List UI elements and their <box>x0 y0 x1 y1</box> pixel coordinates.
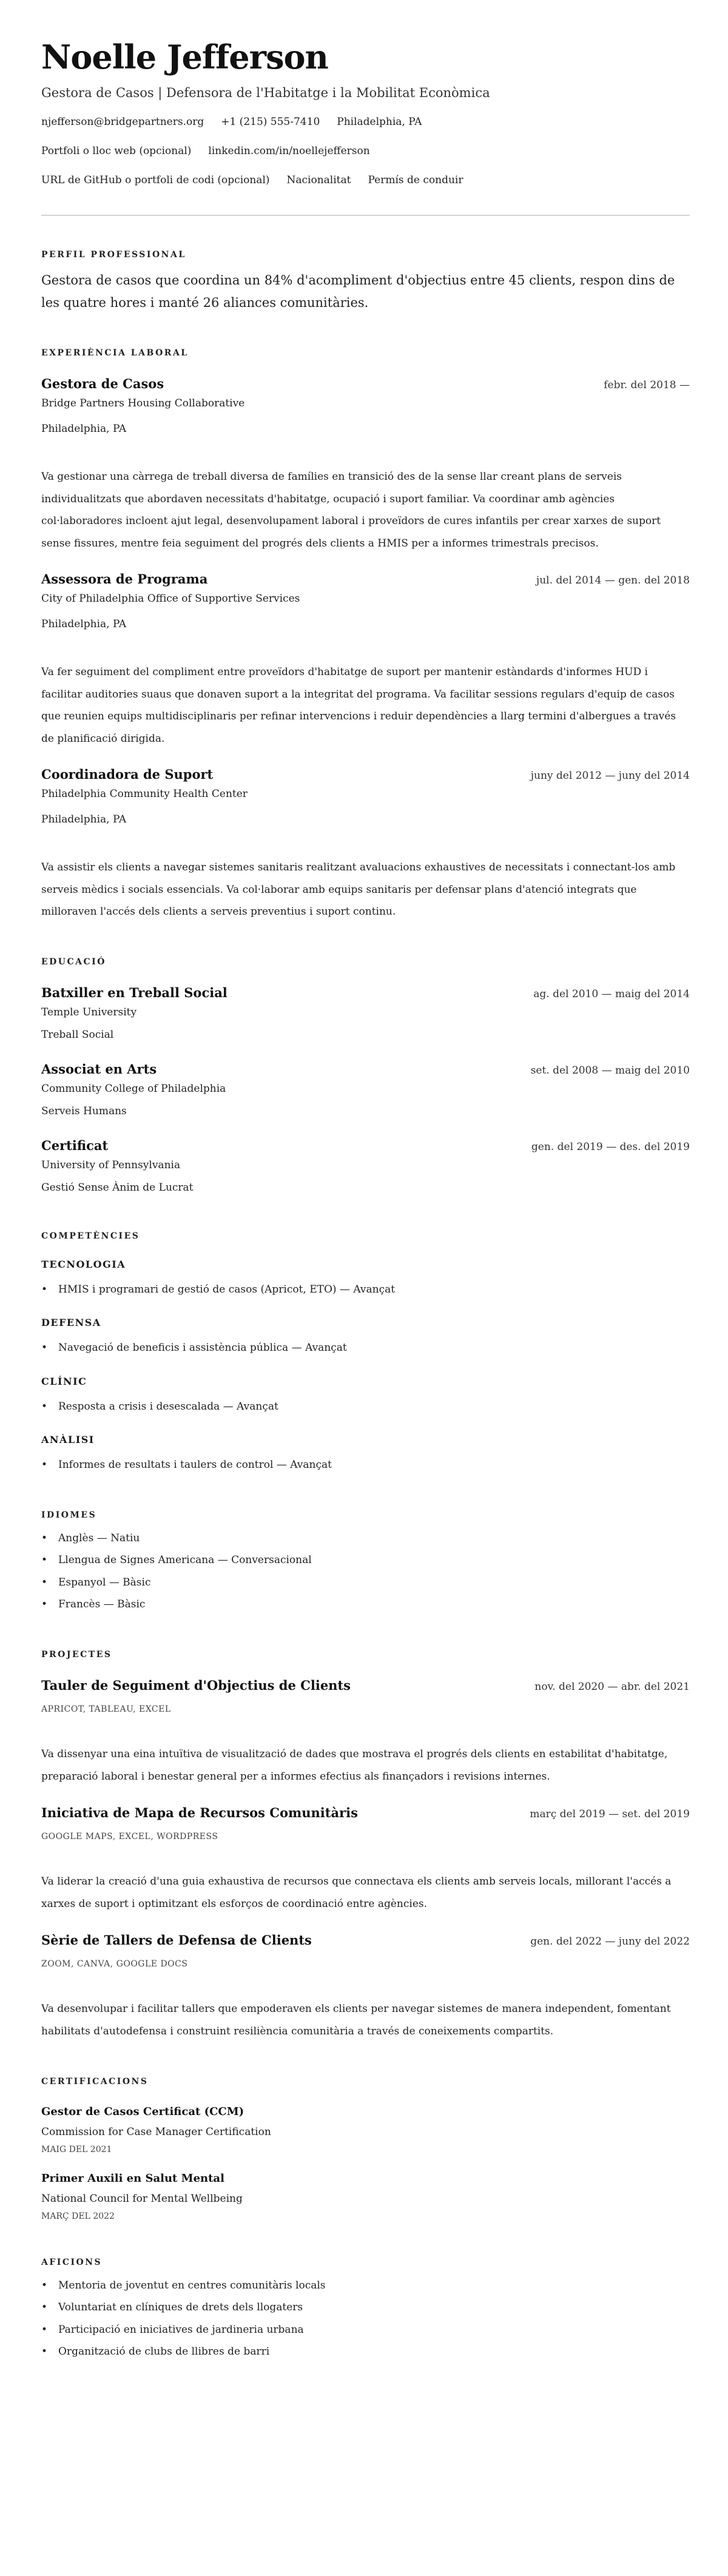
job-dates: febr. del 2018 — <box>604 379 690 391</box>
section-heading: EDUCACIÓ <box>41 957 106 967</box>
job-title: Gestora de Casos <box>41 376 164 391</box>
candidate-name: Noelle Jefferson <box>41 38 328 76</box>
language-item: • Francès — Bàsic <box>41 1593 690 1616</box>
job-description: Va fer seguiment del compliment entre proveïdors d'habitatge de suport per mantenir estàndards d'informes HUD i facilitar auditories suaus que donaven suport a la integritat del programa. Va facilitar sessions regulars d'equip de casos que reunien equips multidisciplinaris per refinar intervencions i reduir dependències a llarg termini d'albergues a través de planificació dirigida. <box>41 666 676 745</box>
project-technologies: ZOOM, CANVA, GOOGLE DOCS <box>41 1959 188 1969</box>
skills-section <box>41 1230 690 1476</box>
certification-title: Gestor de Casos Certificat (CCM) <box>41 2105 244 2118</box>
header-divider <box>41 215 690 216</box>
contact-row <box>41 113 690 131</box>
project-title: Tauler de Seguiment d'Objectius de Clients <box>41 1677 351 1693</box>
skill-list <box>41 1454 690 1476</box>
certification-issuer: National Council for Mental Wellbeing <box>41 2192 243 2205</box>
skill-category: TECNOLOGIA <box>41 1258 126 1270</box>
degree: Associat en Arts <box>41 1061 157 1077</box>
skill-item: • Informes de resultats i taulers de control — Avançat <box>41 1454 690 1476</box>
section-heading: IDIOMES <box>41 1510 97 1520</box>
skill-category: CLÍNIC <box>41 1375 87 1387</box>
project-header <box>41 1804 690 1823</box>
projects-section <box>41 1649 690 2043</box>
job-dates: jul. del 2014 — gen. del 2018 <box>536 574 690 587</box>
hobby-item: • Organització de clubs de llibres de barri <box>41 2341 690 2363</box>
experience-section <box>41 347 690 923</box>
field-of-study: Treball Social <box>41 1028 114 1041</box>
skill-category: DEFENSA <box>41 1317 101 1328</box>
education-entry <box>41 1137 690 1197</box>
language-item: • Espanyol — Bàsic <box>41 1572 690 1594</box>
skill-list <box>41 1279 690 1301</box>
certification-date: MAIG DEL 2021 <box>41 2144 112 2154</box>
contact-item: njefferson@bridgepartners.org <box>41 116 204 128</box>
job-title: Assessora de Programa <box>41 571 208 587</box>
profile-summary: Gestora de casos que coordina un 84% d'acompliment d'objectius entre 45 clients, respon dins de les quatre hores i manté 26 aliances comunitàries. <box>41 273 675 310</box>
education-header <box>41 1060 690 1080</box>
field-of-study: Gestió Sense Ànim de Lucrat <box>41 1181 194 1194</box>
education-header <box>41 1137 690 1156</box>
headline: Gestora de Casos | Defensora de l'Habitatge i la Mobilitat Econòmica <box>41 86 490 100</box>
field-of-study: Serveis Humans <box>41 1105 127 1117</box>
contact-item: URL de GitHub o portfoli de codi (opcional) <box>41 174 270 186</box>
project-technologies: APRICOT, TABLEAU, EXCEL <box>41 1704 171 1714</box>
institution: Community College of Philadelphia <box>41 1082 226 1095</box>
job-dates: juny del 2012 — juny del 2014 <box>530 770 690 782</box>
job-entry <box>41 375 690 554</box>
degree: Certificat <box>41 1137 109 1153</box>
job-header <box>41 375 690 394</box>
project-entry <box>41 1676 690 1788</box>
job-entry <box>41 570 690 750</box>
certification-entry <box>41 2170 690 2224</box>
section-heading: AFICIONS <box>41 2257 103 2267</box>
project-technologies: GOOGLE MAPS, EXCEL, WORDPRESS <box>41 1831 218 1841</box>
job-company: City of Philadelphia Office of Supportive Services <box>41 593 300 605</box>
education-section <box>41 956 690 1197</box>
language-item: • Llengua de Signes Americana — Conversacional <box>41 1549 690 1572</box>
project-dates: març del 2019 — set. del 2019 <box>530 1808 690 1820</box>
institution: Temple University <box>41 1006 137 1018</box>
section-heading: CERTIFICACIONS <box>41 2076 149 2087</box>
project-description: Va desenvolupar i facilitar tallers que empoderaven els clients per navegar sistemes de manera independent, fomentant habilitats d'autodefensa i construint resiliència comunitària a través de coneixements compartits. <box>41 2002 671 2037</box>
hobby-item: • Mentoria de joventut en centres comunitàris locals <box>41 2275 690 2297</box>
profile-section <box>41 249 690 314</box>
section-heading: PROJECTES <box>41 1649 112 1660</box>
contact-row <box>41 142 690 160</box>
job-description: Va assistir els clients a navegar sistemes sanitaris realitzant avaluacions exhaustives de necessitats i connectant-los amb serveis mèdics i socials essencials. Va col·laborar amb equips sanitaris per defensar plans d'atenció integrats que milloraven l'accés dels clients a serveis preventius i suport continu. <box>41 861 676 918</box>
job-title: Coordinadora de Suport <box>41 767 214 782</box>
project-description: Va dissenyar una eina intuïtiva de visualització de dades que mostrava el progrés dels clients en estabilitat d'habitatge, preparació laboral i benestar general per a informes efectius als finançadors i revisions internes. <box>41 1747 668 1783</box>
hobbies-section <box>41 2256 690 2363</box>
education-dates: ag. del 2010 — maig del 2014 <box>533 987 690 1000</box>
project-dates: nov. del 2020 — abr. del 2021 <box>534 1680 690 1693</box>
contact-row <box>41 171 690 189</box>
education-entry <box>41 984 690 1044</box>
hobby-item: • Voluntariat en clíniques de drets dels llogaters <box>41 2296 690 2319</box>
job-entry <box>41 765 690 923</box>
skill-item: • Navegació de beneficis i assistència pública — Avançat <box>41 1337 690 1359</box>
certification-entry <box>41 2104 690 2157</box>
contact-item: Philadelphia, PA <box>337 116 422 128</box>
job-company: Bridge Partners Housing Collaborative <box>41 397 245 409</box>
project-description: Va liderar la creació d'una guia exhaustiva de recursos que connectava els clients amb serveis locals, millorant l'accés a xarxes de suport i optimitzant els esforços de coordinació entre agències. <box>41 1875 672 1910</box>
section-heading: COMPETÈNCIES <box>41 1231 140 1241</box>
institution: University of Pennsylvania <box>41 1159 181 1171</box>
project-header <box>41 1931 690 1951</box>
certification-issuer: Commission for Case Manager Certification <box>41 2125 271 2138</box>
education-dates: gen. del 2019 — des. del 2019 <box>531 1140 690 1153</box>
resume-header <box>41 38 690 189</box>
job-header <box>41 765 690 785</box>
skill-list <box>41 1337 690 1359</box>
languages-section <box>41 1509 690 1616</box>
hobby-item: • Participació en iniciatives de jardineria urbana <box>41 2319 690 2341</box>
project-entry <box>41 1804 690 1915</box>
job-description: Va gestionar una càrrega de treball diversa de famílies en transició des de la sense llar creant plans de serveis individualitzats que abordaven necessitats d'habitatge, ocupació i suport familiar. Va coordinar amb agències col·laboradores incloent ajut legal, desenvolupament laboral i proveïdors de cures infantils per crear xarxes de suport sense fissures, mentre feia seguiment del progrés dels clients a HMIS per a informes trimestrals precisos. <box>41 471 661 550</box>
education-header <box>41 984 690 1003</box>
contact-item: linkedin.com/in/noellejefferson <box>208 145 370 157</box>
skill-item: • Resposta a crisis i desescalada — Avançat <box>41 1396 690 1418</box>
project-header <box>41 1676 690 1696</box>
project-entry <box>41 1931 690 2043</box>
certification-title: Primer Auxili en Salut Mental <box>41 2171 224 2185</box>
certifications-section <box>41 2076 690 2224</box>
degree: Batxiller en Treball Social <box>41 984 228 1000</box>
skill-category: ANÀLISI <box>41 1434 95 1445</box>
section-heading: EXPERIÈNCIA LABORAL <box>41 348 189 358</box>
contact-item: +1 (215) 555-7410 <box>221 116 320 128</box>
section-heading: PERFIL PROFESSIONAL <box>41 250 186 260</box>
job-header <box>41 570 690 590</box>
job-location: Philadelphia, PA <box>41 813 127 826</box>
project-dates: gen. del 2022 — juny del 2022 <box>530 1935 690 1948</box>
hobbies-list <box>41 2275 690 2363</box>
education-dates: set. del 2008 — maig del 2010 <box>530 1064 690 1077</box>
job-location: Philadelphia, PA <box>41 423 127 435</box>
contact-item: Permís de conduir <box>368 174 463 186</box>
skill-list <box>41 1396 690 1418</box>
job-company: Philadelphia Community Health Center <box>41 788 248 800</box>
project-title: Iniciativa de Mapa de Recursos Comunitàris <box>41 1804 358 1820</box>
language-item: • Anglès — Natiu <box>41 1527 690 1550</box>
skill-item: • HMIS i programari de gestió de casos (Apricot, ETO) — Avançat <box>41 1279 690 1301</box>
certification-date: MARÇ DEL 2022 <box>41 2211 115 2221</box>
job-location: Philadelphia, PA <box>41 618 127 630</box>
contact-item: Portfoli o lloc web (opcional) <box>41 145 192 157</box>
education-entry <box>41 1060 690 1121</box>
contact-item: Nacionalitat <box>286 174 351 186</box>
languages-list <box>41 1527 690 1616</box>
project-title: Sèrie de Tallers de Defensa de Clients <box>41 1932 312 1948</box>
